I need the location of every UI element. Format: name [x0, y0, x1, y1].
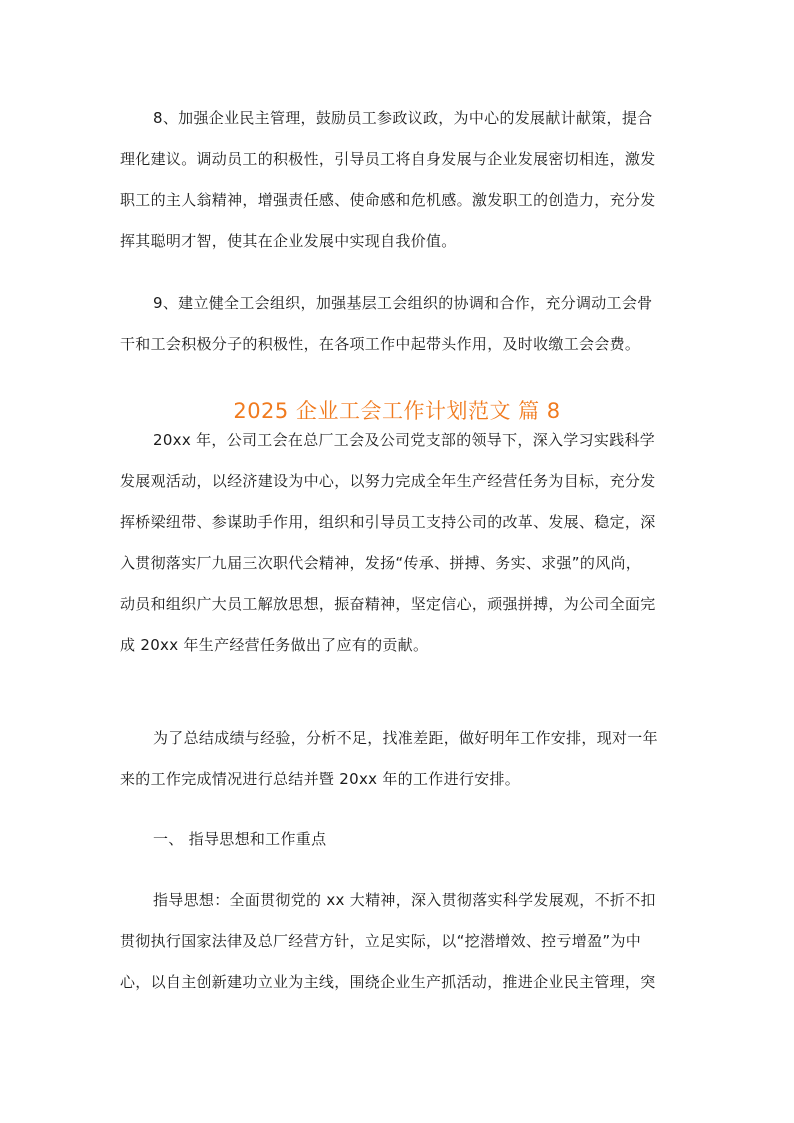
paragraph-line: 心，以自主创新建功立业为主线，围绕企业生产抓活动，推进企业民主管理，突	[120, 973, 656, 991]
paragraph-line: 20xx 年，公司工会在总厂工会及公司党支部的领导下，深入学习实践科学	[153, 431, 656, 449]
paragraph-line: 成 20xx 年生产经营任务做出了应有的贡献。	[120, 636, 429, 654]
paragraph-line: 入贯彻落实厂九届三次职代会精神，发扬“传承、拼搏、务实、求强”的风尚，	[120, 554, 642, 572]
paragraph-line: 职工的主人翁精神，增强责任感、使命感和危机感。激发职工的创造力，充分发	[120, 191, 656, 209]
section-heading: 2025 企业工会工作计划范文 篇 8	[233, 399, 561, 423]
subheading-text: 一、 指导思想和工作重点	[153, 830, 327, 848]
paragraph-intro	[120, 420, 680, 666]
paragraph-guiding	[120, 880, 680, 1003]
paragraph-line: 为了总结成绩与经验，分析不足，找准差距，做好明年工作安排，现对一年	[153, 729, 658, 747]
paragraph-item-9	[120, 283, 680, 365]
paragraph-line: 贯彻执行国家法律及总厂经营方针，立足实际，以“挖潜增效、控亏增盈”为中	[120, 932, 642, 950]
paragraph-line: 理化建议。调动员工的积极性，引导员工将自身发展与企业发展密切相连，激发	[120, 150, 656, 168]
paragraph-line: 干和工会积极分子的积极性，在各项工作中起带头作用，及时收缴工会会费。	[120, 335, 641, 353]
subheading-guiding-thought	[120, 819, 680, 860]
paragraph-line: 动员和组织广大员工解放思想，振奋精神，坚定信心，顽强拼搏，为公司全面完	[120, 595, 656, 613]
paragraph-line: 挥桥梁纽带、参谋助手作用，组织和引导员工支持公司的改革、发展、稳定，深	[120, 513, 656, 531]
paragraph-line: 指导思想：全面贯彻党的 xx 大精神，深入贯彻落实科学发展观，不折不扣	[153, 891, 656, 909]
paragraph-summary	[120, 718, 680, 800]
paragraph-line: 来的工作完成情况进行总结并暨 20xx 年的工作进行安排。	[120, 770, 521, 788]
paragraph-line: 挥其聪明才智，使其在企业发展中实现自我价值。	[120, 232, 457, 250]
paragraph-line: 8、加强企业民主管理，鼓励员工参政议政，为中心的发展献计献策，提合	[153, 109, 653, 127]
paragraph-line: 9、建立健全工会组织，加强基层工会组织的协调和合作，充分调动工会骨	[153, 294, 653, 312]
paragraph-item-8	[120, 98, 680, 262]
paragraph-line: 发展观活动，以经济建设为中心，以努力完成全年生产经营任务为目标，充分发	[120, 472, 656, 490]
